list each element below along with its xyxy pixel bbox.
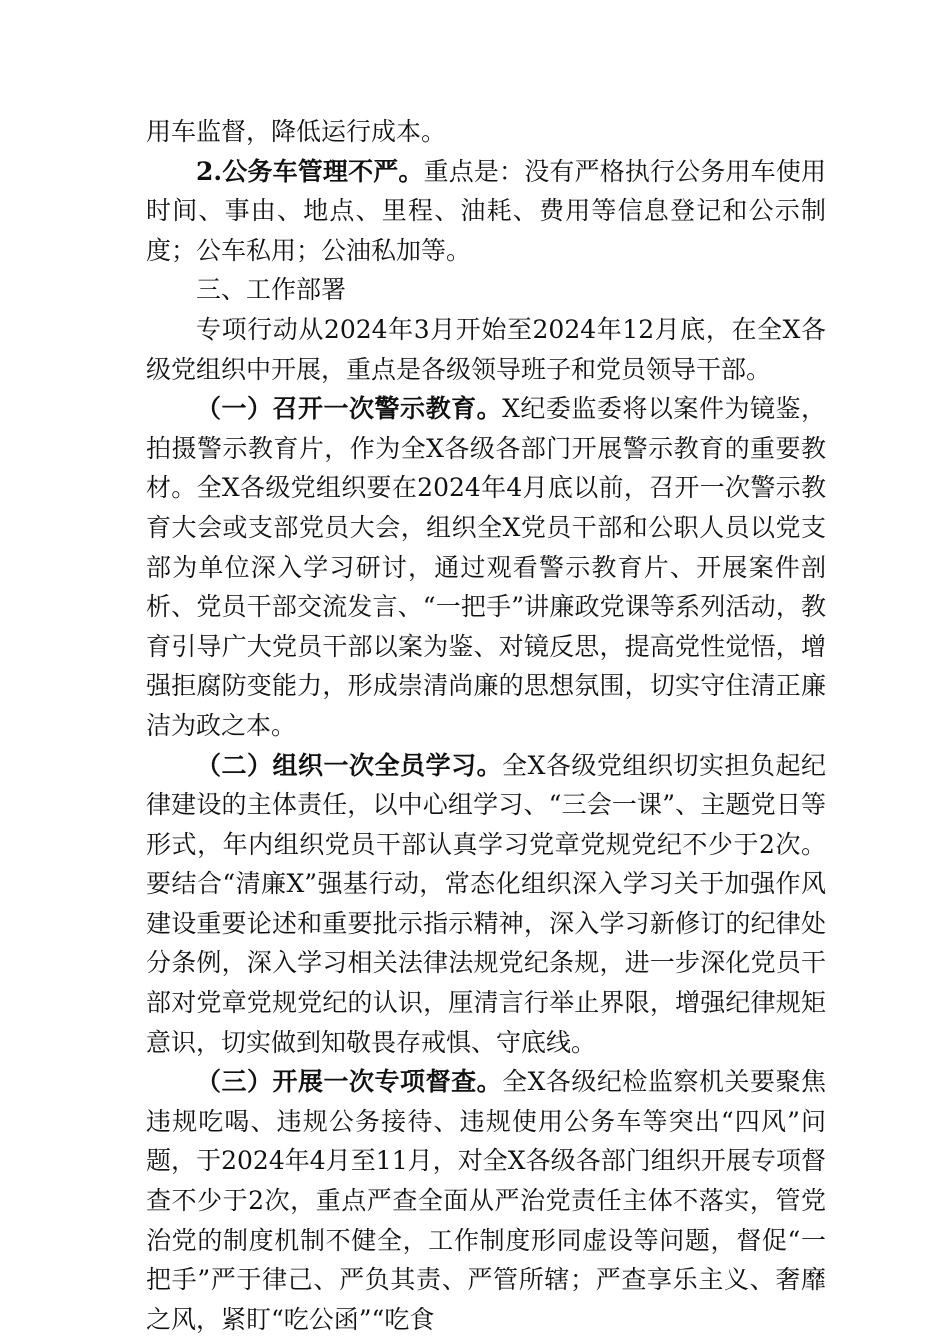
paragraph-special-inspection [146, 1062, 826, 1339]
section-heading-text: 三、工作部署 [196, 275, 347, 305]
paragraph-text: X纪委监委将以案件为镜鉴，拍摄警示教育片，作为全X各级各部门开展警示教育的重要教材。全X各级党组织要在2024年4月底以前，召开一次警示教育大会或支部党员大会，组织全X党员干部和公职人员以党支部为单位深入学习研讨，通过观看警示教育片、开展案件剖析、党员干部交流发言、“一把手”讲廉政党课等系列活动，教育引导广大党员干部以案为鉴、对镜反思，提高党性觉悟，增强拒腐防变能力，形成崇清尚廉的思想氛围，切实守住清正廉洁为政之本。 [146, 394, 826, 740]
paragraph-text: 专项行动从2024年3月开始至2024年12月底，在全X各级党组织中开展，重点是各级领导班子和党员领导干部。 [146, 314, 826, 384]
paragraph-warning-education [146, 389, 826, 745]
document-body [146, 112, 826, 1339]
paragraph-lead: （二）组织一次全员学习。 [196, 750, 503, 780]
paragraph-lead: （三）开展一次专项督查。 [196, 1067, 503, 1097]
paragraph-lead: 2.公务车管理不严。 [196, 156, 424, 186]
paragraph-text: 重点是：没有严格执行公务用车使用时间、事由、地点、里程、油耗、费用等信息登记和公示制度；公车私用；公油私加等。 [146, 156, 826, 265]
paragraph-text: 全X各级纪检监察机关要聚焦违规吃喝、违规公务接待、违规使用公务车等突出“四风”问题，于2024年4月至11月，对全X各级各部门组织开展专项督查不少于2次，重点严查全面从严治党责任主体不落实，管党治党的制度机制不健全，工作制度形同虚设等问题，督促“一把手”严于律己、严负其责、严管所辖；严查享乐主义、奢靡之风，紧盯“吃公函”“吃食 [146, 1067, 826, 1334]
section-heading [146, 270, 826, 310]
paragraph-continued [146, 112, 826, 152]
paragraph-text: 用车监督，降低运行成本。 [146, 117, 447, 146]
paragraph-action-schedule [146, 310, 826, 389]
paragraph-vehicle-management [146, 152, 826, 271]
paragraph-all-staff-study [146, 746, 826, 1063]
paragraph-lead: （一）召开一次警示教育。 [196, 394, 503, 424]
paragraph-text: 全X各级党组织切实担负起纪律建设的主体责任，以中心组学习、“三会一课”、主题党日等形式，年内组织党员干部认真学习党章党规党纪不少于2次。要结合“清廉X”强基行动，常态化组织深入学习关于加强作风建设重要论述和重要批示指示精神，深入学习新修订的纪律处分条例，深入学习相关法律法规党纪条规，进一步深化党员干部对党章党规党纪的认识，厘清言行举止界限，增强纪律规矩意识，切实做到知敬畏存戒惧、守底线。 [146, 750, 826, 1057]
